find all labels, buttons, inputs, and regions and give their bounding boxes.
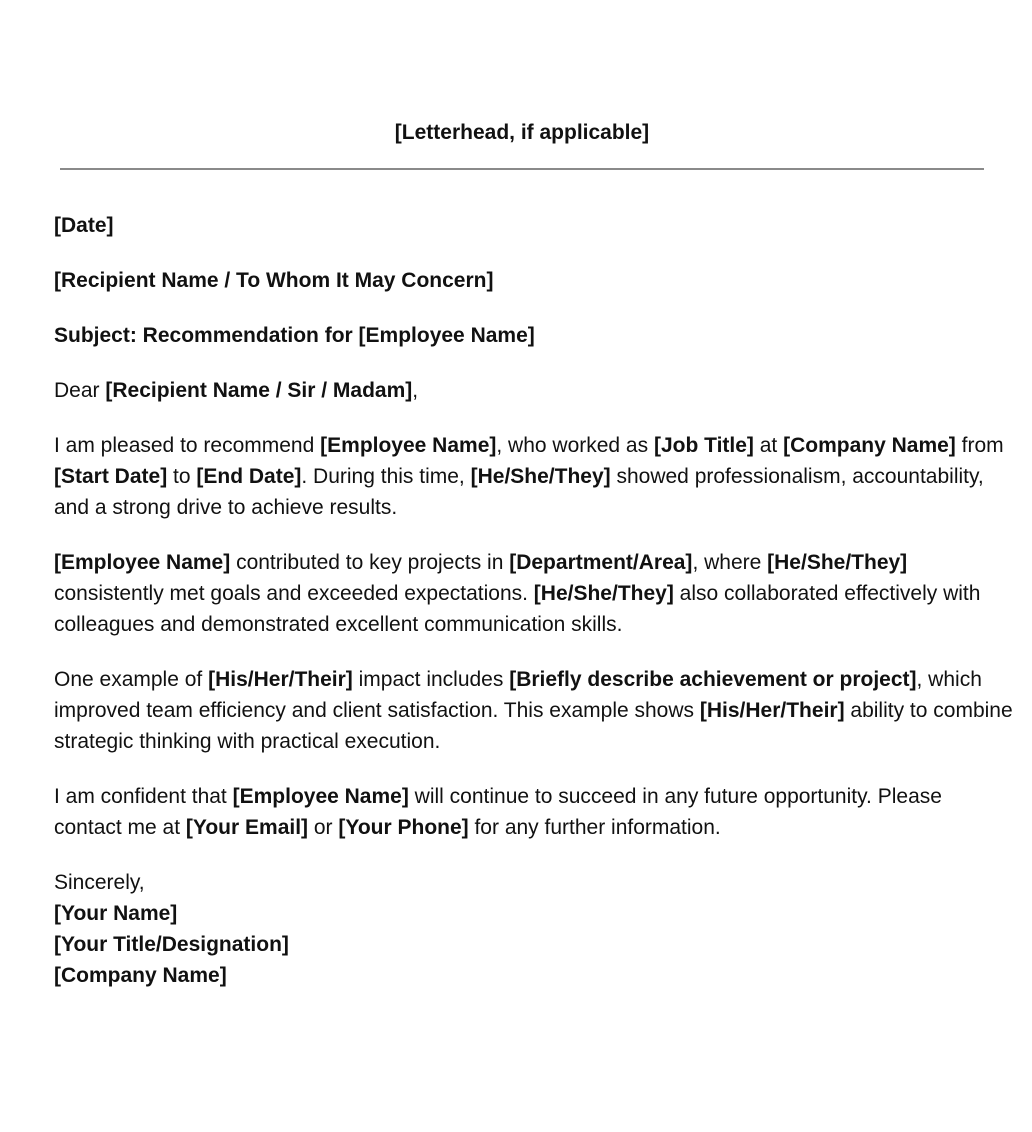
p3-possessive-1: [His/Her/Their]	[208, 668, 353, 691]
p3-text-1: One example of	[54, 668, 209, 691]
p1-text-2: , who worked as	[496, 434, 654, 457]
p1-text-3: at	[753, 434, 784, 457]
p4-text-4: for any further information.	[468, 816, 721, 839]
paragraph-introduction	[54, 430, 1014, 523]
salutation-comma: ,	[412, 379, 419, 402]
p4-text-3: or	[308, 816, 339, 839]
p4-your-email: [Your Email]	[185, 816, 309, 839]
p1-job-title: [Job Title]	[653, 434, 754, 457]
p1-text-6: . During this time,	[301, 465, 471, 488]
p1-text-7: showed professionalism, accountability, and a strong drive to achieve results.	[54, 465, 984, 519]
closing-line: Sincerely,	[54, 871, 145, 894]
p1-start-date: [Start Date]	[54, 465, 168, 488]
paragraph-contributions	[54, 547, 1014, 640]
p3-achievement: [Briefly describe achievement or project]	[509, 668, 917, 691]
date-line: [Date]	[54, 214, 114, 237]
signature-block	[54, 867, 1014, 991]
signature-title: [Your Title/Designation]	[54, 933, 289, 956]
subject-line: Subject: Recommendation for [Employee Name]	[54, 324, 535, 347]
p2-text-4: also collaborated effectively with colleagues and demonstrated excellent communication skills.	[54, 582, 981, 636]
p4-text-1: I am confident that	[54, 785, 233, 808]
paragraph-conclusion	[54, 781, 1014, 843]
p3-text-2: impact includes	[352, 668, 510, 691]
p1-text-1: I am pleased to recommend	[54, 434, 321, 457]
p2-text-3: consistently met goals and exceeded expectations.	[54, 582, 534, 605]
p1-employee-name: [Employee Name]	[320, 434, 497, 457]
letterhead: [Letterhead, if applicable]	[394, 121, 650, 144]
p2-text-2: , where	[692, 551, 768, 574]
p1-pronoun: [He/She/They]	[470, 465, 611, 488]
signature-name: [Your Name]	[54, 902, 178, 925]
p2-department: [Department/Area]	[509, 551, 693, 574]
signature-company: [Company Name]	[54, 964, 227, 987]
letterhead-divider	[60, 168, 984, 170]
p3-text-3: , which improved team efficiency and client satisfaction. This example shows	[54, 668, 982, 722]
paragraph-example	[54, 664, 1014, 757]
p1-text-5: to	[167, 465, 197, 488]
recipient-line: [Recipient Name / To Whom It May Concern]	[54, 269, 494, 292]
letter-body	[54, 210, 1014, 991]
p2-employee-name: [Employee Name]	[54, 551, 231, 574]
p3-text-4: ability to combine strategic thinking with practical execution.	[54, 699, 1013, 753]
salutation-dear: Dear	[54, 379, 106, 402]
p4-employee-name: [Employee Name]	[232, 785, 409, 808]
salutation	[54, 375, 1014, 406]
p2-text-1: contributed to key projects in	[230, 551, 510, 574]
p4-text-2: will continue to succeed in any future opportunity. Please contact me at	[54, 785, 942, 839]
p2-pronoun-2: [He/She/They]	[533, 582, 674, 605]
salutation-name: [Recipient Name / Sir / Madam]	[105, 379, 413, 402]
p4-your-phone: [Your Phone]	[338, 816, 469, 839]
p2-pronoun-1: [He/She/They]	[767, 551, 908, 574]
p1-text-4: from	[955, 434, 1004, 457]
p1-end-date: [End Date]	[196, 465, 302, 488]
p3-possessive-2: [His/Her/Their]	[699, 699, 845, 722]
p1-company-name: [Company Name]	[783, 434, 956, 457]
